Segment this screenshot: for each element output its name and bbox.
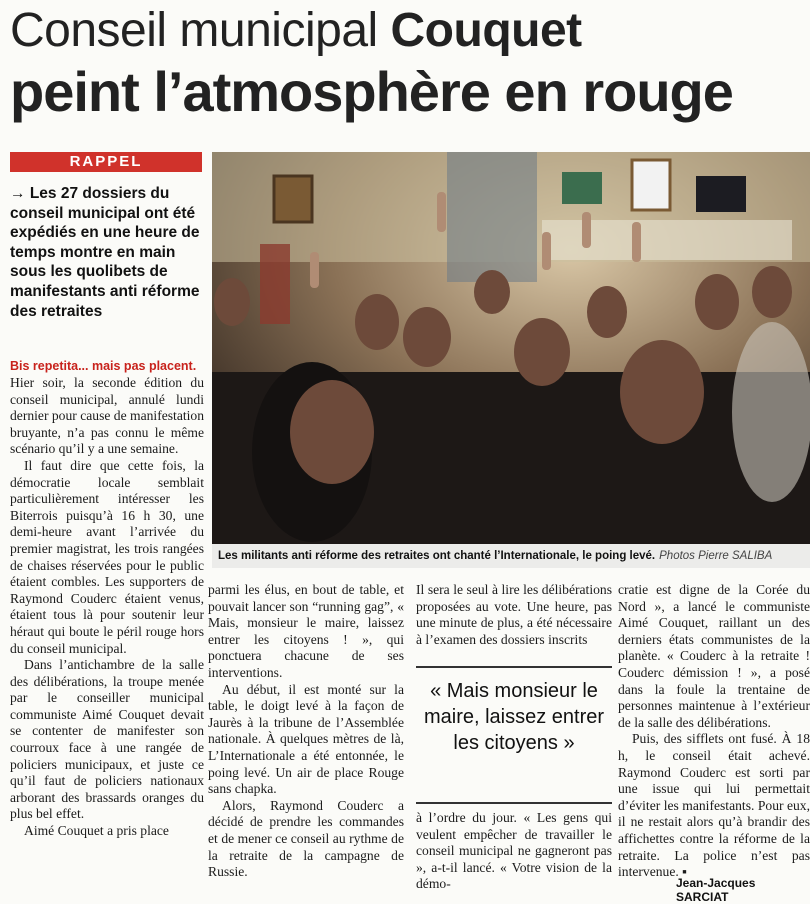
kicker: Bis repetita... mais pas placent. <box>10 359 197 373</box>
article-column-3 <box>416 582 612 648</box>
article-column-4 <box>618 582 810 881</box>
photo-caption <box>212 544 810 568</box>
crowd-photo-illustration <box>212 152 810 544</box>
lede <box>10 184 204 321</box>
headline-part2: Couquet <box>390 4 582 57</box>
paragraph: Puis, des sifflets ont fusé. À 18 h, le conseil était achevé. Raymond Couderc est sorti par une issue qui lui permettait d’éviter les manifestants. Pour eux, il ne restait alors qu’à brandir des affichettes contre la réforme de la retraite. La police n’est pas intervenue. ▪ <box>618 731 810 880</box>
paragraph: Il sera le seul à lire les délibérations proposées au vote. Une heure, pas une minute de plus, a été nécessaire à l’examen des dossiers inscrits <box>416 582 612 647</box>
caption-text: Les militants anti réforme des retraites ont chanté l’Internationale, le poing levé. <box>218 550 656 562</box>
paragraph: à l’ordre du jour. « Les gens qui veulent empêcher de travailler le conseil municipal ne gagneront pas », a-t-il lancé. « Votre vision de la démo- <box>416 810 612 892</box>
paragraph: Aimé Couquet a pris place <box>24 823 169 839</box>
headline-part1: Conseil municipal <box>10 4 378 57</box>
paragraph: cratie est digne de la Corée du Nord », a lancé le communiste Aimé Couquet, raillant un des derniers états communistes de la planète. « Couderc à la retraite ! Couderc démission ! », a posé dans la foule la trentaine de personnes maintenue à l’extérieur de la salle des délibérations. <box>618 582 810 730</box>
headline-line2: peint l’atmosphère en rouge <box>10 60 733 123</box>
paragraph: Il faut dire que cette fois, la démocratie locale semblait particulièrement intéresser les Biterrois puisqu’à 16 h 30, une demi-heure avant l’arrivée du premier magistrat, les trois rangées de chaises réservées pour le public étaient combles. Les supporters de Raymond Couderc étaient venus, étaient tous là pour soutenir leur héraut qui boute le péril rouge hors du conseil municipal. <box>10 457 204 656</box>
headline-line1 <box>10 2 810 60</box>
paragraph: Dans l’antichambre de la salle des délibérations, la troupe menée par le conseiller municipal communiste Aimé Couquet devait se contenter de manifester son courroux face à une rangée de policiers municipaux, et juste ce qu’il faut de policiers nationaux arborant des brassards oranges du plus bel effet. <box>10 657 204 822</box>
paragraph: Hier soir, la seconde édition du conseil municipal, annulé lundi dernier pour cause de manifestation bruyante, n’a pas connu le même scénario qu’il y a une semaine. <box>10 375 205 457</box>
lede-text: Les 27 dossiers du conseil municipal ont été expédiés en une heure de temps montre en main sous les quolibets de manifestants anti réforme des retraites <box>10 185 200 320</box>
article-column-3-bottom <box>416 810 612 893</box>
article-column-1 <box>10 375 204 840</box>
paragraph: Alors, Raymond Couderc a décidé de prendre les commandes et de mener ce conseil au rythme de la retraite de la campagne de Russie. <box>208 797 404 880</box>
photo-credit: Photos Pierre SALIBA <box>659 550 773 562</box>
paragraph: parmi les élus, en bout de table, et pouvait lancer son “running gag”, « Mais, monsieur le maire, laissez entrer les citoyens ! », qui ponctuera chacune de ses interventions. <box>208 582 404 680</box>
paragraph: Au début, il est monté sur la table, le doigt levé à la façon de Jaurès à la tribune de l’Assemblée nationale. À quelques mètres de là, L’Internationale a été entonnée, le poing levé. Un air de place Rouge sans chapka. <box>208 681 404 797</box>
rappel-banner: RAPPEL <box>10 152 202 172</box>
news-photo <box>212 152 810 544</box>
article-column-2 <box>208 582 404 881</box>
author-signature: Jean-Jacques SARCIAT <box>676 876 756 904</box>
headline <box>10 2 810 124</box>
arrow-right-icon: → <box>10 185 26 202</box>
pull-quote: « Mais monsieur le maire, laissez entrer les citoyens » <box>416 666 612 804</box>
